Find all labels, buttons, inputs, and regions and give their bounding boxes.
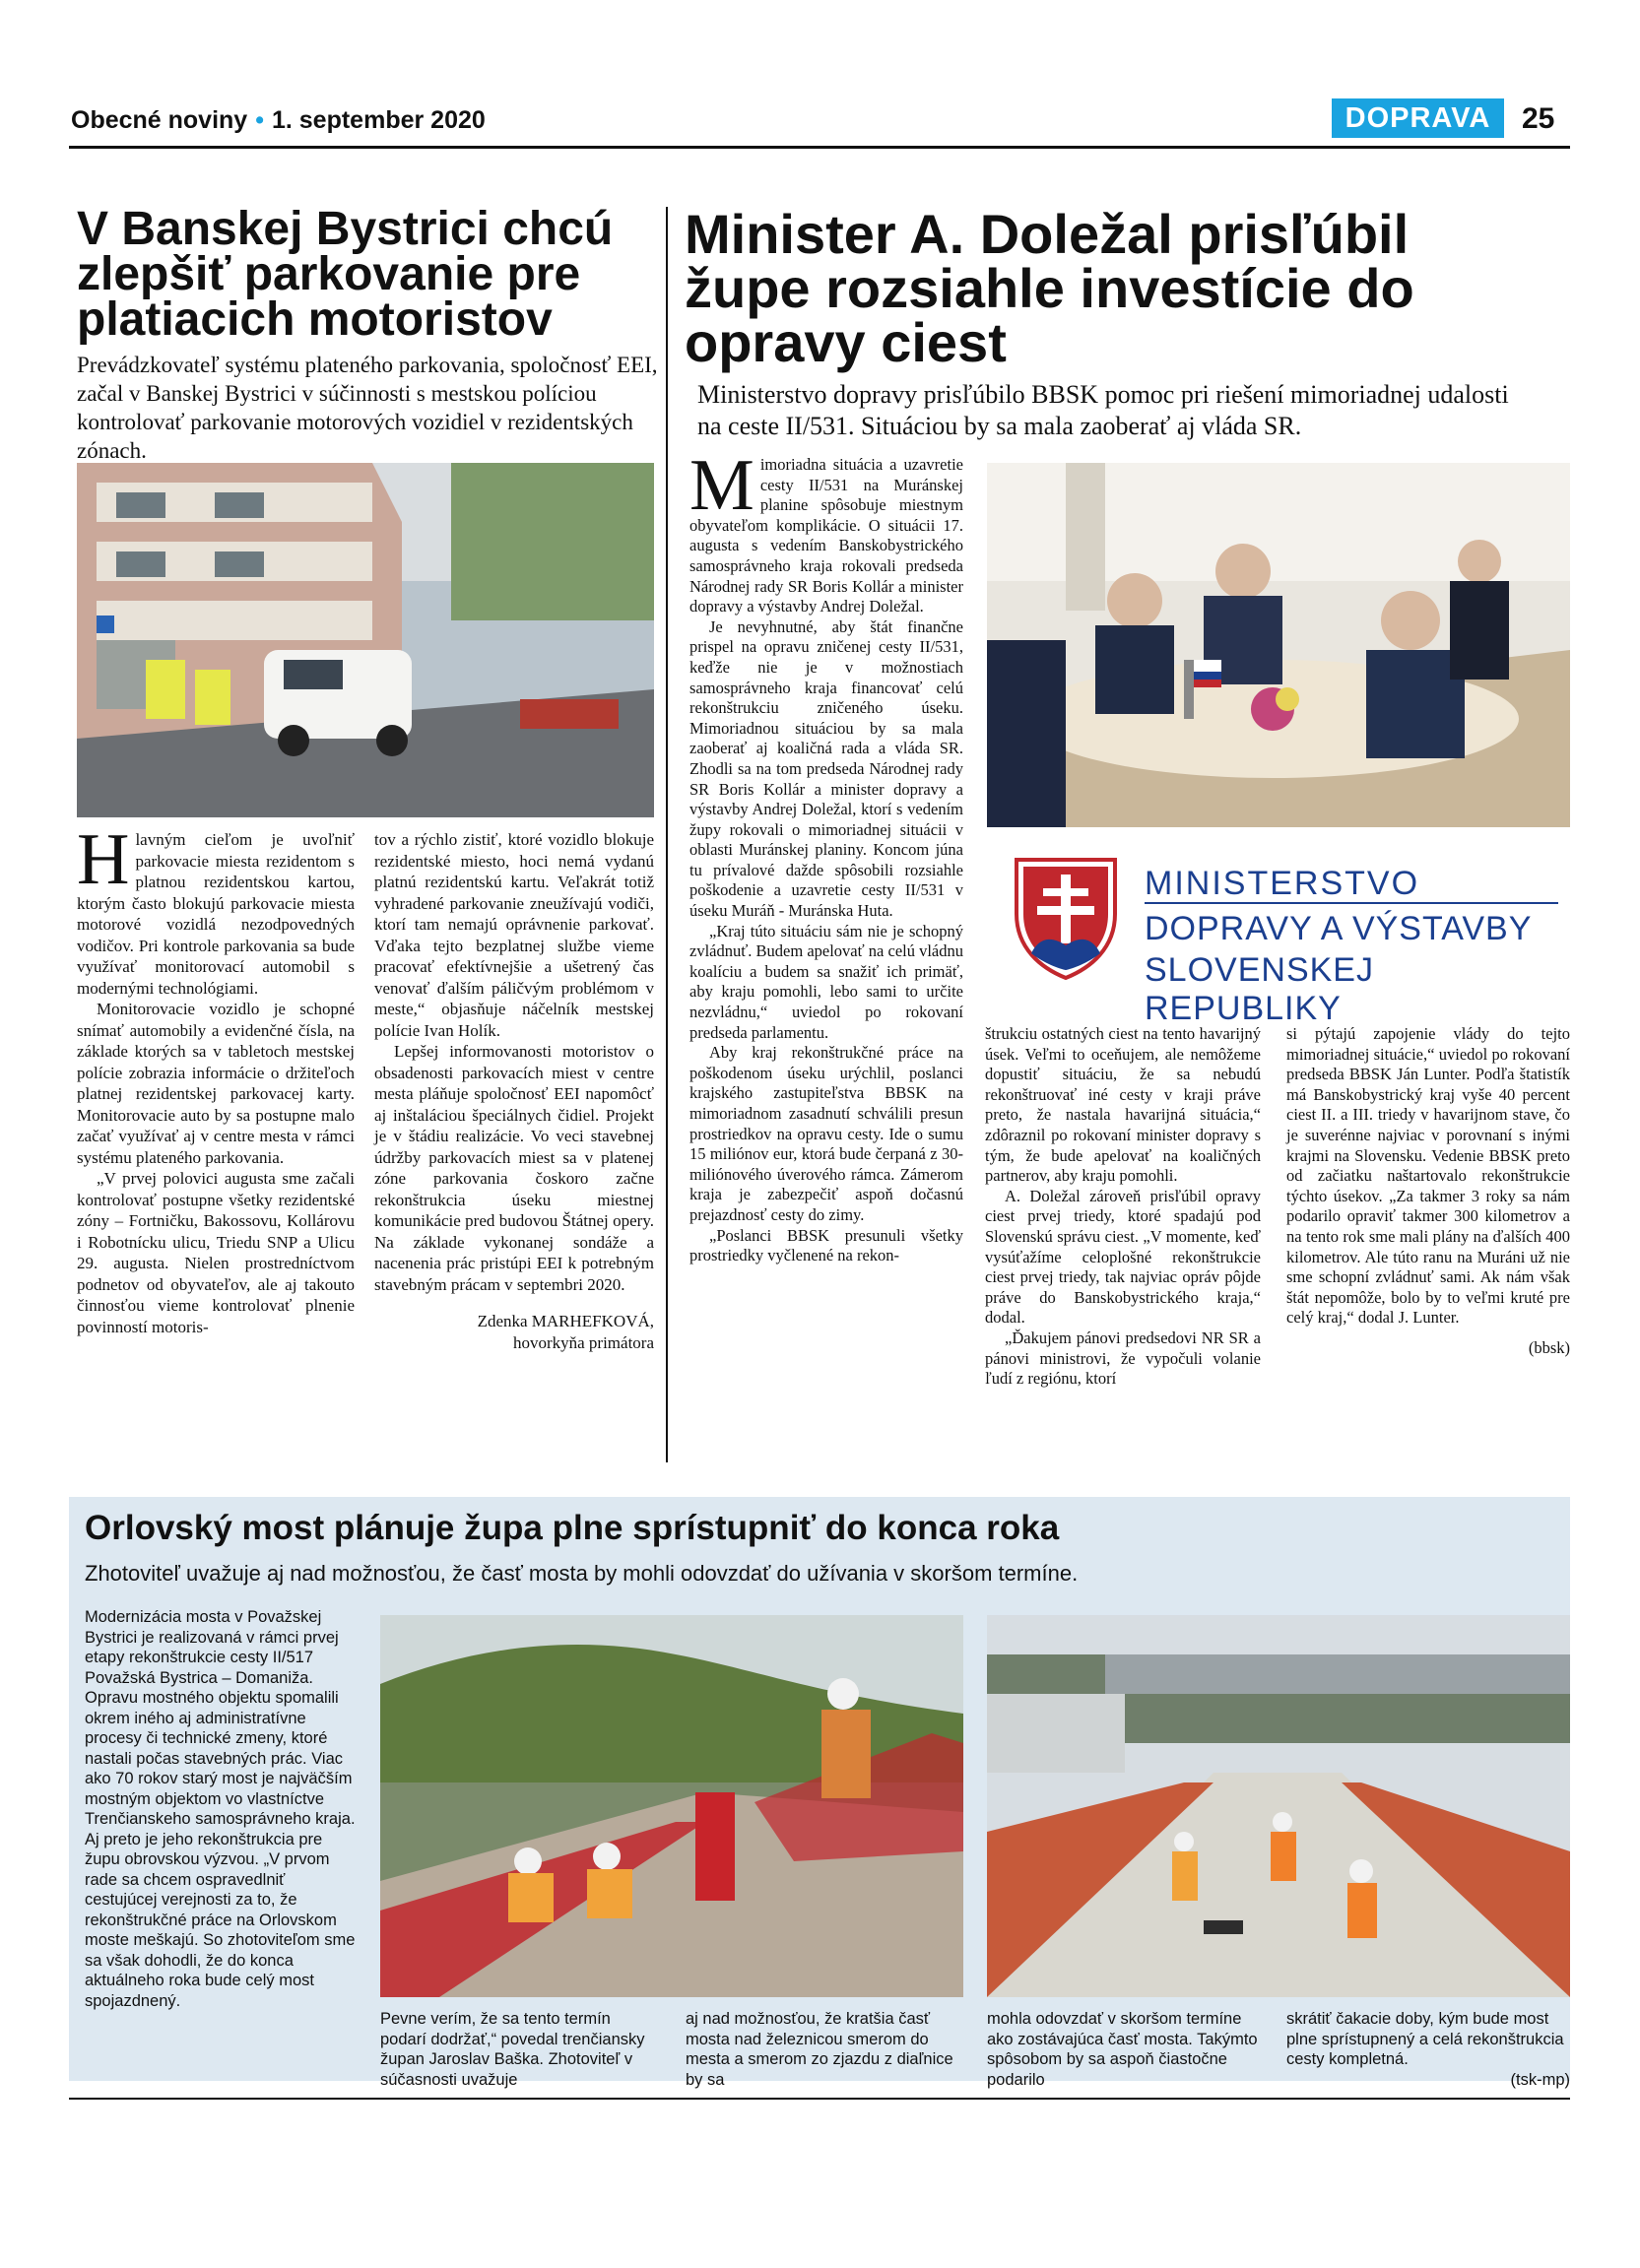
article1-paragraph: lavným cieľom je uvoľniť parkovacie miesta rezidentom s platnou rezidentskou kartou, ktorým často blokujú parkovacie miesta motorové vozidlá nezodpovedných vodičov. Pri kontrole parkovania sa bude využívať monitorovací automobil s modernými technológiami. (77, 830, 355, 998)
box-paragraph: Modernizácia mosta v Považskej Bystrici je realizovaná v rámci prvej etapy rekonštrukcie cesty II/517 Považská Bystrica – Domaniža. Opravu mostného objektu spomalili okrem iného aj administratívne procesy či technické zmeny, ktoré nastali počas stavebných prác. Viac ako 70 rokov starý most je najväčším mostným objektom vo vlastníctve Trenčianskeho samosprávneho kraja. Aj preto je jeho rekonštrukcia pre župu obrovskou výzvou. „V prvom rade sa chcem ospravedlniť cestujúcej verejnosti za to, že rekonštrukčné práce na Orlovskom moste meškajú. So zhotoviteľom sme sa však dohodli, že do konca aktuálneho roka bude celý most spojazdnený. (85, 1608, 356, 2010)
dropcap: M (689, 445, 754, 526)
article2-paragraph: štrukciu ostatných ciest na tento havarijný úsek. Veľmi to oceňujem, ale nemôžeme dopustiť situáciu, že sa nebudú rekonštruovať iné cesty v kraji práve preto, že nastala havarijná situácia,“ zdôraznil po rokovaní minister dopravy s tým, že bude apelovať na koaličných partnerov, aby kraju pomohli. (985, 1024, 1261, 1186)
article2-paragraph: A. Doležal zároveň prisľúbil opravy ciest prvej triedy, ktoré spadajú pod Slovenskú správu ciest. „V momente, keď vysúťažíme celoplošné rekonštrukcie ciest prvej triedy, tak najviac opráv pôjde práve do Banskobystrického kraja,“ dodal. (985, 1186, 1261, 1328)
issue-date: 1. september 2020 (271, 106, 486, 134)
article2-headline: Minister A. Doležal prisľúbil župe rozsiahle investície do opravy ciest (685, 203, 1414, 373)
signature-role: hovorkyňa primátora (512, 1332, 654, 1352)
slovak-coat-of-arms-icon (1012, 855, 1120, 983)
article2-paragraph: „Ďakujem pánovi predsedovi NR SR a pánovi ministrovi, že vypočuli volanie ľudí z regiónu, ktorí (985, 1328, 1261, 1389)
paper-name: Obecné noviny (71, 106, 248, 134)
box-caption: Pevne verím, že sa tento termín podarí dodržať,“ povedal trenčiansky župan Jaroslav Baška. Zhotoviteľ v súčasnosti uvažuje (380, 2010, 645, 2089)
parking-control-photo (77, 463, 654, 817)
column-divider (666, 207, 668, 1462)
article1-column-2 (374, 829, 654, 1353)
bridge-deck-photo (987, 1615, 1570, 1997)
article2-column-1 (689, 445, 964, 1266)
ministry-name-line2: DOPRAVY A VÝSTAVBY (1145, 910, 1533, 947)
article2-paragraph: „Poslanci BBSK presunuli všetky prostriedky vyčlenené na rekon- (689, 1225, 963, 1265)
article2-paragraph: imoriadna situácia a uzavretie cesty II/531 na Muránskej planine spôsobuje miestnym obyvateľom komplikácie. O situácii 17. augusta s vedením Banskobystrického samosprávneho kraja rokovali predseda Národnej rady SR Boris Kollár a minister dopravy a výstavby Andrej Doležal. (689, 455, 963, 616)
section-label: DOPRAVA (1332, 98, 1504, 138)
ministry-name-line1: MINISTERSTVO (1145, 865, 1420, 902)
article2-paragraph: Aby kraj rekonštrukčné práce na poškodenom úseku urýchlil, poslanci krajského zastupiteľstva BBSK na mimoriadnom zasadnutí schválili presun prostriedkov na opravu cesty. Ide o sumu 15 miliónov eur, ktorá bude čerpaná z 30-miliónového úverového rámca. Zámerom kraja je zabezpečiť aspoň dočasnú prejazdnosť cesty do zimy. (689, 1043, 963, 1224)
article1-paragraph: „V prvej polovici augusta sme začali kontrolovať postupne všetky rezidentské zóny – Fortničku, Bakossovu, Kollárovu i Robotnícku ulicu, Triedu SNP a Ulicu 29. augusta. Nielen prostredníctvom podnetov od obyvateľov, ale aj takouto činnosťou vieme kontrolovať plnenie povinností motoris- (77, 1169, 355, 1336)
article1-signature (374, 1311, 654, 1353)
article2-paragraph: si pýtajú zapojenie vlády do tejto mimoriadnej situácie,“ uviedol po rokovaní predseda BBSK Ján Lunter. Podľa štatistík má Banskobystrický kraj vyše 40 percent ciest II. a III. triedy v havarijnom stave, čo je suverénne najviac v porovnaní s inými krajmi na Slovensku. Vedenie BBSK preto od začiatku naštartovalo rekonštrukcie týchto úsekov. „Za takmer 3 roky sa nám podarilo opraviť takmer 300 kilometrov a na tento rok sme mali plány na ďalších 400 kilometrov. Ale túto ranu na Muráni už nie sme schopní zvládnuť sami. Ak nám však štát nepomôže, bolo by to veľmi kruté pre celý kraj,“ dodal J. Lunter. (1286, 1024, 1570, 1328)
signature-name: Zdenka MARHEFKOVÁ, (477, 1312, 654, 1330)
box-signature: (tsk-mp) (1510, 2070, 1570, 2089)
dropcap: H (77, 819, 130, 900)
article1-column-1 (77, 819, 355, 1337)
header-paper-date (71, 106, 486, 135)
footer-rule (69, 2098, 1570, 2100)
bridge-workers-photo (380, 1615, 963, 1997)
box-caption-4 (1286, 2009, 1570, 2090)
article2-column-3 (1286, 1024, 1570, 1359)
box-caption-3 (987, 2009, 1265, 2090)
box-caption: aj nad možnosťou, že kratšia časť mosta nad železnicou smerom do mesta a smerom zo zjazdu z diaľnice by sa (686, 2010, 953, 2089)
header-rule (69, 146, 1570, 149)
article1-paragraph: tov a rýchlo zistiť, ktoré vozidlo blokuje rezidentské miesto, hoci nemá vydanú platnú rezidentskú kartu. Veľakrát totiž vyhradené parkovanie zneužívajú vodiči, ktorí tam nemajú oprávnenie parkovať. Vďaka tejto bezplatnej službe vieme pracovať efektívnejšie a ušetrený čas venovať ďalším páličvým problémom v meste,“ objasňuje náčelník mestskej polície Ivan Holík. (374, 830, 654, 1040)
box-caption: skrátiť čakacie doby, kým bude most plne sprístupnený a celá rekonštrukcia cesty kompletná. (1286, 2010, 1564, 2068)
article2-lead: Ministerstvo dopravy prisľúbilo BBSK pomoc pri riešení mimoriadnej udalosti na ceste II/531. Situáciou by sa mala zaoberať aj vláda SR. (697, 380, 1509, 440)
article1-headline: V Banskej Bystrici chcú zlepšiť parkovanie pre platiacich motoristov (77, 203, 614, 346)
article1-paragraph: Lepšej informovanosti motoristov o obsadenosti parkovacích miest v centre mesta pláňuje spoločnosť EEI napomôcť aj inštaláciou špeciálnych čidiel. Projekt je v štádiu realizácie. Vo veci stavebnej údržby parkovacích miest sa v platenej zóne parkovania čoskoro začne rekonštrukcia úseku miestnej komunikácie pred budovou Štátnej opery. Na základe vykonanej sondáže a nacenenia prác pristúpi EEI k potrebným stavebným prácam v septembri 2020. (374, 1042, 654, 1294)
box-caption-2 (686, 2009, 963, 2090)
ministry-name-line3: SLOVENSKEJ REPUBLIKY (1145, 951, 1374, 1027)
box-subtitle: Zhotoviteľ uvažuje aj nad možnosťou, že časť mosta by mohli odovzdať do užívania v skoršom termíne. (85, 1561, 1079, 1586)
article2-paragraph: Je nevyhnutné, aby štát finančne prispel na opravu zničenej cesty II/531, keďže nie je v možnostiach samosprávneho kraja financovať celú rekonštrukciu zničeného úseku. Mimoriadnou situáciou by sa mala zaoberať aj koaličná rada a vláda SR. Zhodli sa na tom predseda Národnej rady SR Boris Kollár a minister dopravy a výstavby Andrej Doležal, ktorí s vedením župy rokovali o mimoriadnej situácii v oblasti Muránskej planiny. Koncom júna tu prívalové dažde spôsobili rozsiahle poškodenie a uzavretie cesty II/531 v úseku Muráň - Muránska Huta. (689, 616, 963, 921)
article1-paragraph: Monitorovacie vozidlo je schopné snímať automobily a evidenčné čísla, na základe ktorých sa v tabletoch mestskej polície zobrazia informácie o držiteľoch platnej rezidentskej parkovacej karty. Monitorovacie auto by sa postupne malo začať využívať aj v centre mesta v rámci systému plateného parkovania. (77, 1000, 355, 1167)
box-headline: Orlovský most plánuje župa plne sprístupniť do konca roka (85, 1509, 1060, 1547)
separator-dot: • (255, 106, 264, 134)
ministry-logo-rule (1145, 902, 1558, 904)
ministry-meeting-photo (987, 463, 1570, 827)
article2-paragraph: „Kraj túto situáciu sám nie je schopný zvládnuť. Budem apelovať na celú vládnu koalíciu a budem sa snažiť ich primäť, aby kraju pomohli, lebo sami to určite nezvládnu,“ uviedol po rokovaní predseda parlamentu. (689, 921, 964, 1042)
page-number: 25 (1522, 102, 1555, 135)
box-left-text (85, 1607, 361, 2011)
article2-signature: (bbsk) (1528, 1337, 1570, 1357)
article1-lead: Prevádzkovateľ systému plateného parkovania, spoločnosť EEI, začal v Banskej Bystrici v súčinnosti s mestskou políciou kontrolovať parkovanie motorových vozidiel v rezidentských zónach. (77, 353, 658, 463)
box-caption-1 (380, 2009, 658, 2090)
ministry-logo (997, 845, 1570, 1027)
box-caption: mohla odovzdať v skoršom termíne ako zostávajúca časť mosta. Takýmto spôsobom by sa aspoň čiastočne podarilo (987, 2010, 1258, 2089)
article2-column-2 (985, 1024, 1261, 1390)
